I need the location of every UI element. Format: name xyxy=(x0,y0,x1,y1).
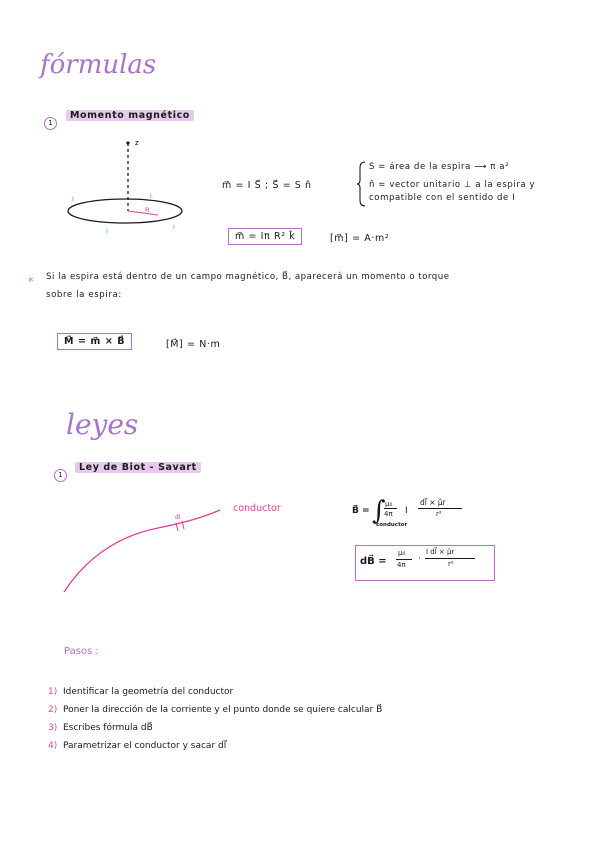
step-item-1: 1) Identificar la geometría del conductor xyxy=(48,687,234,697)
radius-label: R xyxy=(145,206,150,214)
section-moment-number: 1 xyxy=(44,110,57,130)
integral-frac-den: r² xyxy=(436,510,442,518)
dl-label: dl xyxy=(175,514,181,521)
section-biot-number: 1 xyxy=(54,462,67,482)
current-label-1: I xyxy=(72,196,74,203)
z-axis-label: z xyxy=(135,139,139,147)
loop-diagram xyxy=(58,135,193,245)
boxed-moment-formula: m⃗ = Iπ R² k̂ xyxy=(228,228,302,245)
current-label-3: I xyxy=(106,228,108,235)
radius-line xyxy=(128,211,158,215)
db-dot: · xyxy=(418,554,421,564)
torque-note-line-1: Si la espira está dentro de un campo magnético, B⃗, aparecerá un momento o torque xyxy=(46,272,450,282)
db-lhs: dB⃗ = xyxy=(360,556,387,567)
section-moment-title: Momento magnético xyxy=(66,110,194,121)
step-item-3: 3) Escribes fórmula dB⃗ xyxy=(48,723,153,733)
step-item-4: 4) Parametrizar el conductor y sacar dl⃗ xyxy=(48,741,227,751)
integral-frac-num: dl⃗ × μ̂r xyxy=(420,498,446,507)
z-axis-tip xyxy=(126,141,129,144)
torque-note-line-2: sobre la espira: xyxy=(46,290,122,300)
db-coef-den: 4π xyxy=(397,561,406,569)
brace xyxy=(357,160,367,208)
title-formulas: fórmulas xyxy=(40,50,157,80)
db-coef-num: μ₀ xyxy=(398,549,406,557)
current-label-4: I xyxy=(173,224,175,231)
title-leyes: leyes xyxy=(66,408,139,441)
integral-sign: ∫ xyxy=(372,496,386,526)
boxed-db-formula xyxy=(355,545,495,581)
integral-domain: conductor xyxy=(376,522,408,528)
brace-line-3: compatible con el sentido de I xyxy=(369,193,516,203)
db-frac-den: r² xyxy=(448,560,454,568)
integral-current: I xyxy=(405,506,408,516)
step-item-2: 2) Poner la dirección de la corriente y el punto donde se quiere calcular B⃗ xyxy=(48,705,383,715)
steps-list xyxy=(48,683,382,755)
integral-lhs: B⃗ = xyxy=(352,506,370,516)
current-loop xyxy=(68,199,182,223)
pasos-title: Pasos : xyxy=(64,646,99,657)
moment-equation: m⃗ = I S⃗ ; S⃗ = S n̂ xyxy=(222,180,312,191)
integral-coef-den: 4π xyxy=(384,510,393,518)
current-label-2: I xyxy=(150,193,152,200)
boxed-torque-formula: M⃗ = m⃗ × B⃗ xyxy=(57,333,132,350)
integral-coef-num: μ₀ xyxy=(385,500,393,508)
moment-units: [m⃗] = A·m² xyxy=(330,233,390,244)
torque-units: [M⃗] = N·m xyxy=(166,339,221,350)
section-biot-title: Ley de Biot - Savart xyxy=(75,462,201,473)
brace-line-2: n̂ = vector unitario ⊥ a la espira y xyxy=(369,180,536,190)
conductor-diagram xyxy=(58,500,238,600)
db-frac-num: I dl⃗ × μ̂r xyxy=(426,548,455,556)
bullet-star: * xyxy=(28,275,34,288)
brace-line-1: S = área de la espira ⟶ π a² xyxy=(369,162,510,172)
conductor-curve xyxy=(64,510,220,592)
conductor-label: conductor xyxy=(233,503,281,514)
